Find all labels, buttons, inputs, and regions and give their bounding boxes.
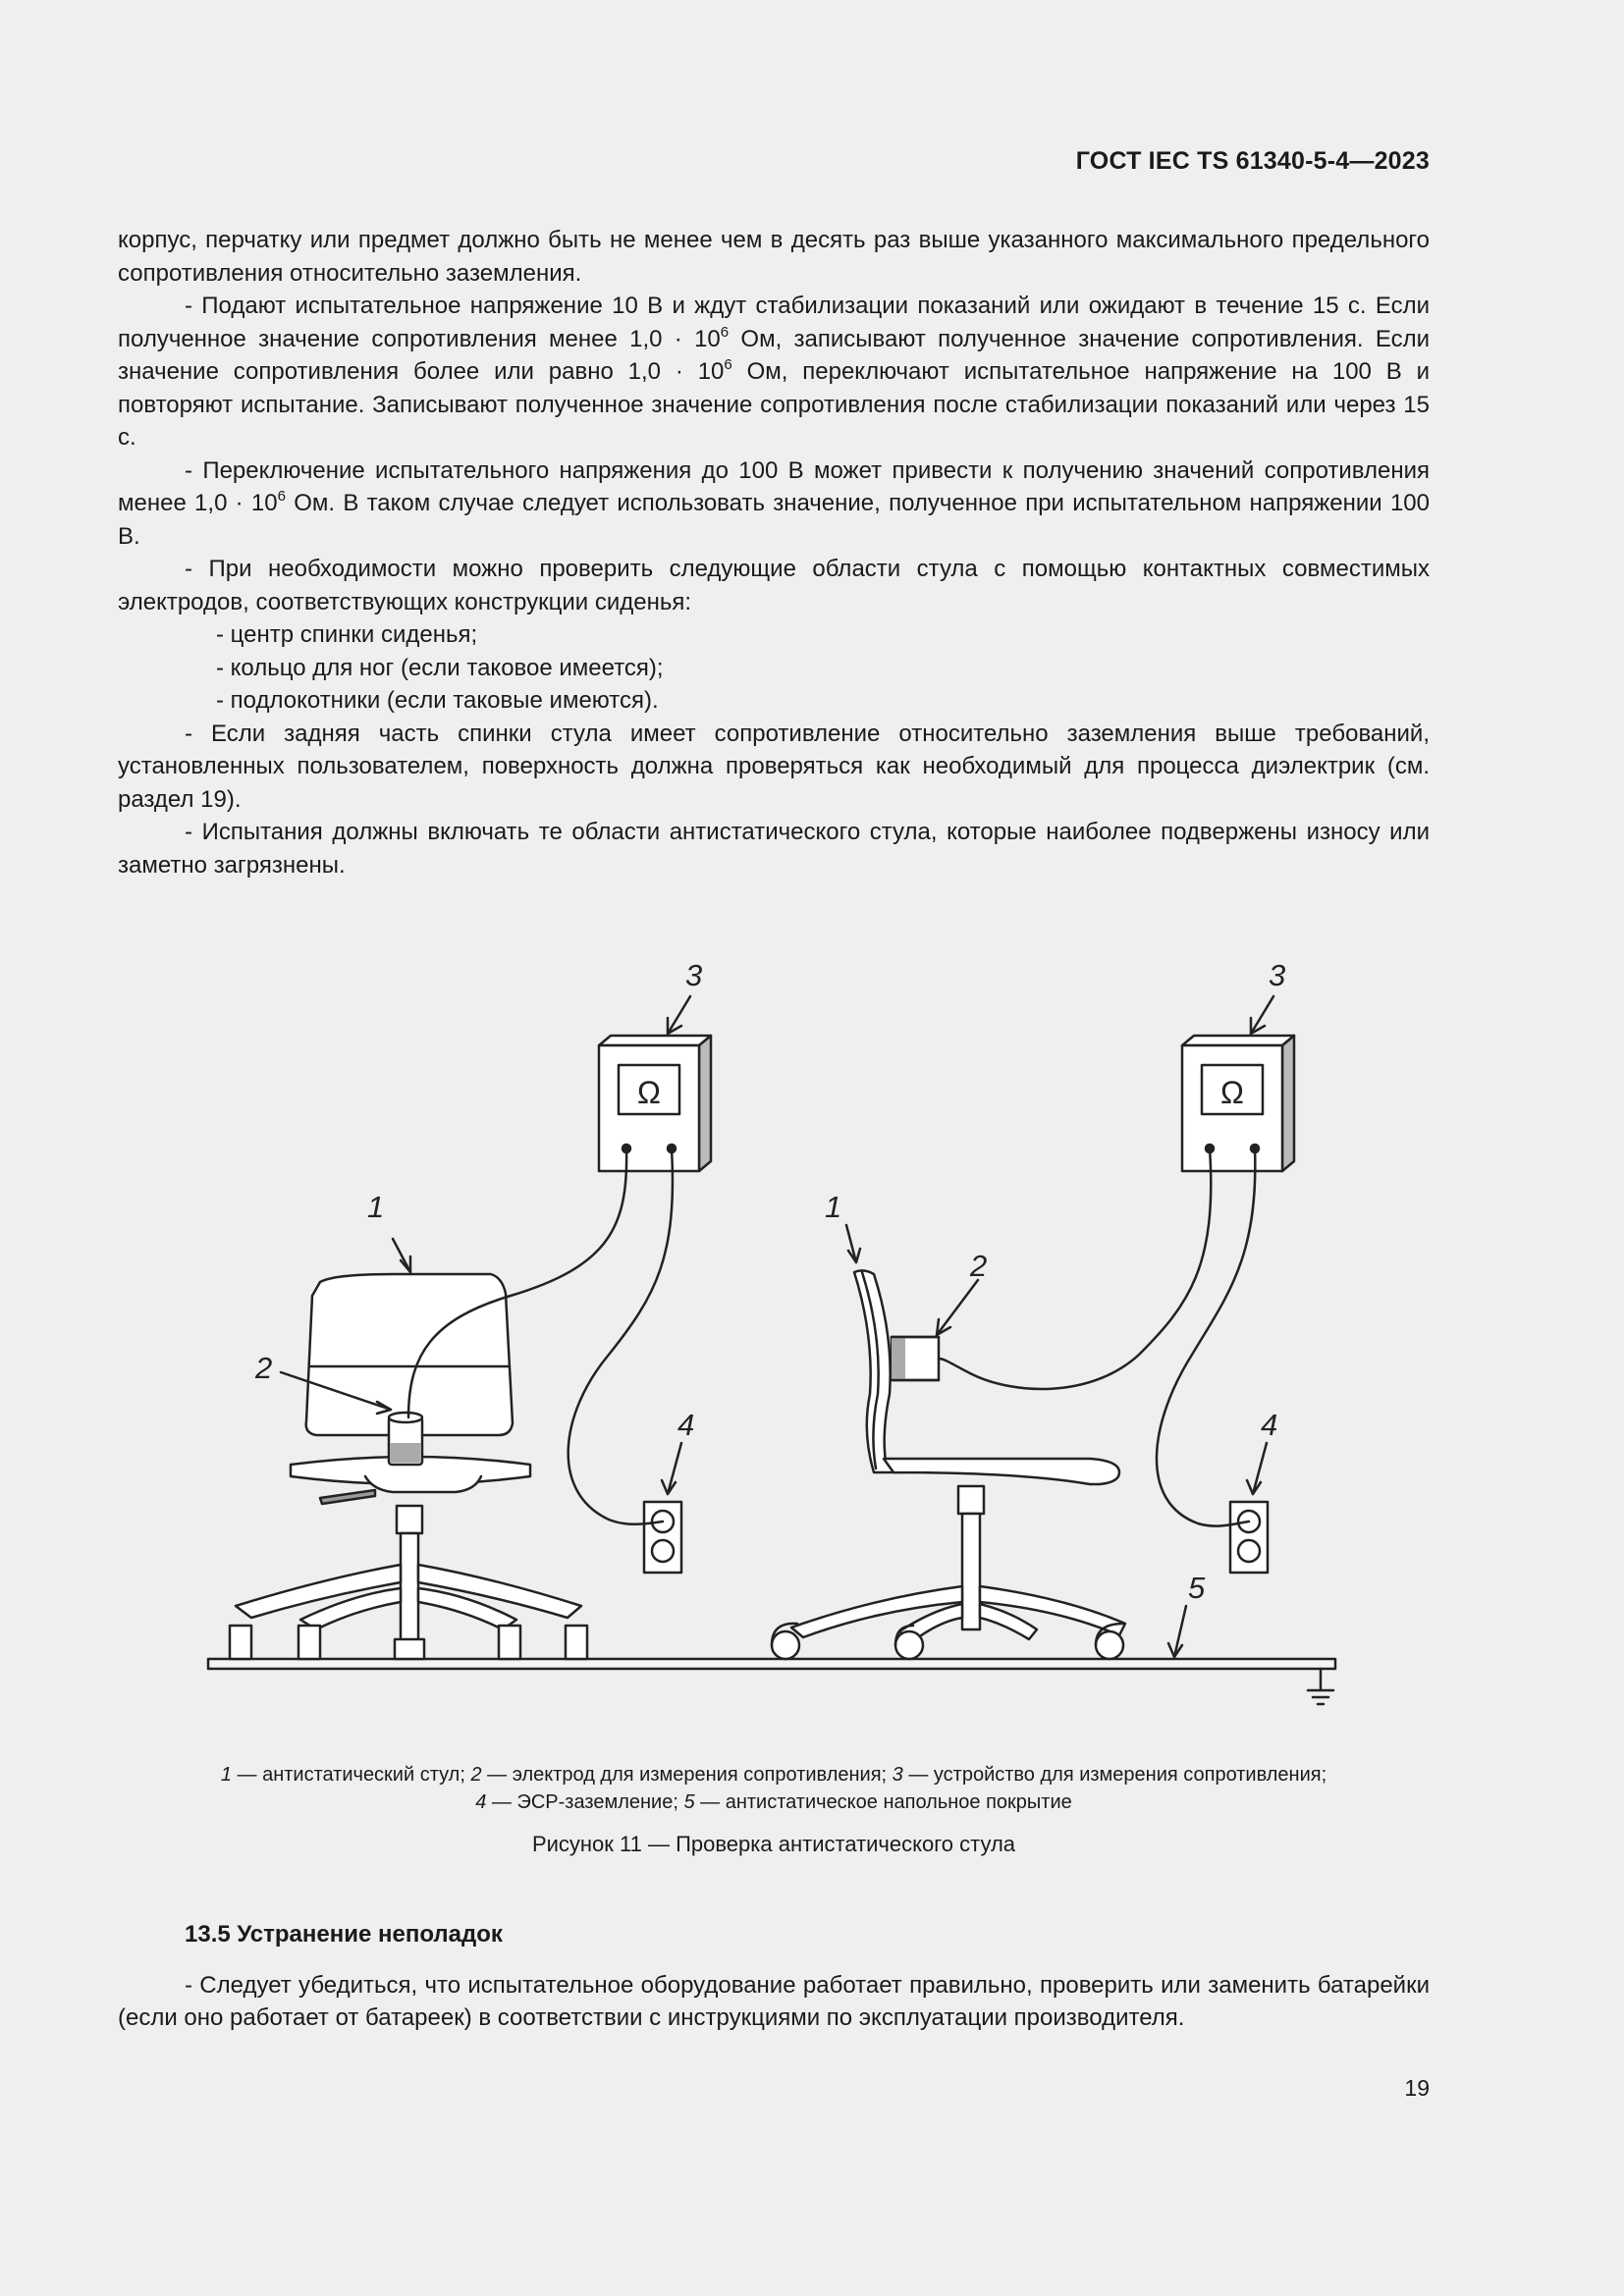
page-number: 19 [1404,2075,1430,2101]
list-item: - подлокотники (если таковые имеются). [216,687,659,714]
esd-ground-socket-left [644,1502,681,1573]
ohm-symbol-right: Ω [1220,1075,1244,1110]
list-item: - центр спинки сиденья; [216,621,478,648]
label-electrode: 2 [255,1351,273,1385]
label-ground: 4 [677,1408,695,1442]
document-id-header: ГОСТ IEC TS 61340-5-4—2023 [1075,147,1430,175]
earth-ground-icon [1308,1669,1333,1704]
body-text [118,224,1430,881]
wire-ground-left [568,1148,673,1524]
section-heading: 13.5 Устранение неполадок [185,1921,503,1948]
figure-legend: 1 — антистатический стул; 2 — электрод для измерения сопротивления; 3 — устройство для измерения сопротивления; 4 — ЭСР-заземление; 5 — антистатическое напольное покрытие [220,1764,1327,1813]
floor-covering [208,1659,1335,1669]
label-ground: 4 [1261,1408,1278,1442]
label-electrode: 2 [970,1249,988,1283]
label-chair: 1 [367,1190,385,1224]
figure-drawing [0,942,1624,1708]
figure-title: Рисунок 11 — Проверка антистатического стула [531,1832,1016,1856]
paragraph: - При необходимости можно проверить следующие области стула с помощью контактных совместимых электродов, соответствующих конструкции сиденья: [118,556,1430,615]
paragraph: - Следует убедиться, что испытательное оборудование работает правильно, проверить или заменить батарейки (если оно работает от батареек) в соответствии с инструкциями по эксплуатации производителя. [118,1971,1430,2031]
paragraph: - Если задняя часть спинки стула имеет сопротивление относительно заземления выше требований, установленных пользователем, поверхность должна проверяться как необходимый для процесса диэлектрик (см. раздел 19). [118,720,1430,813]
label-floor: 5 [1188,1571,1206,1605]
wire-ground-right [1157,1148,1255,1526]
label-meter: 3 [685,958,703,992]
label-meter: 3 [1269,958,1286,992]
paragraph: - Испытания должны включать те области антистатического стула, которые наиболее подвержены износу или заметно загрязнены. [118,819,1430,879]
label-chair: 1 [825,1190,842,1224]
list-item: - кольцо для ног (если таковое имеется); [216,654,664,681]
paragraph: корпус, перчатку или предмет должно быть не менее чем в десять раз выше указанного максимального предельного сопротивления относительно заземления. [118,227,1430,287]
esd-ground-socket-right [1230,1502,1268,1573]
figure-chair-test [0,942,1624,1708]
paragraph: - Переключение испытательного напряжения до 100 В может привести к получению значений сопротивления менее $1,0 \cdot 10^6$ Ом. В таком случае следует использовать значение, полученное при испытательном напряжении 100 В. [118,456,1430,550]
chair-front-view [230,1274,587,1659]
section-13-5 [118,1918,1430,2035]
paragraph: - Подают испытательное напряжение 10 В и ждут стабилизации показаний или ожидают в течение 15 с. Если полученное значение сопротивления менее $1,0 \cdot 10^6$ Ом, записывают полученное значение сопротивления. Если значение сопротивления более или равно $1,0 \cdot 10^6$ Ом, переключают испытательное напряжение на 100 В и повторяют испытание. Записывают полученное значение сопротивления после стабилизации показаний или через 15 с. [118,293,1431,451]
ohm-symbol-left: Ω [637,1075,661,1110]
